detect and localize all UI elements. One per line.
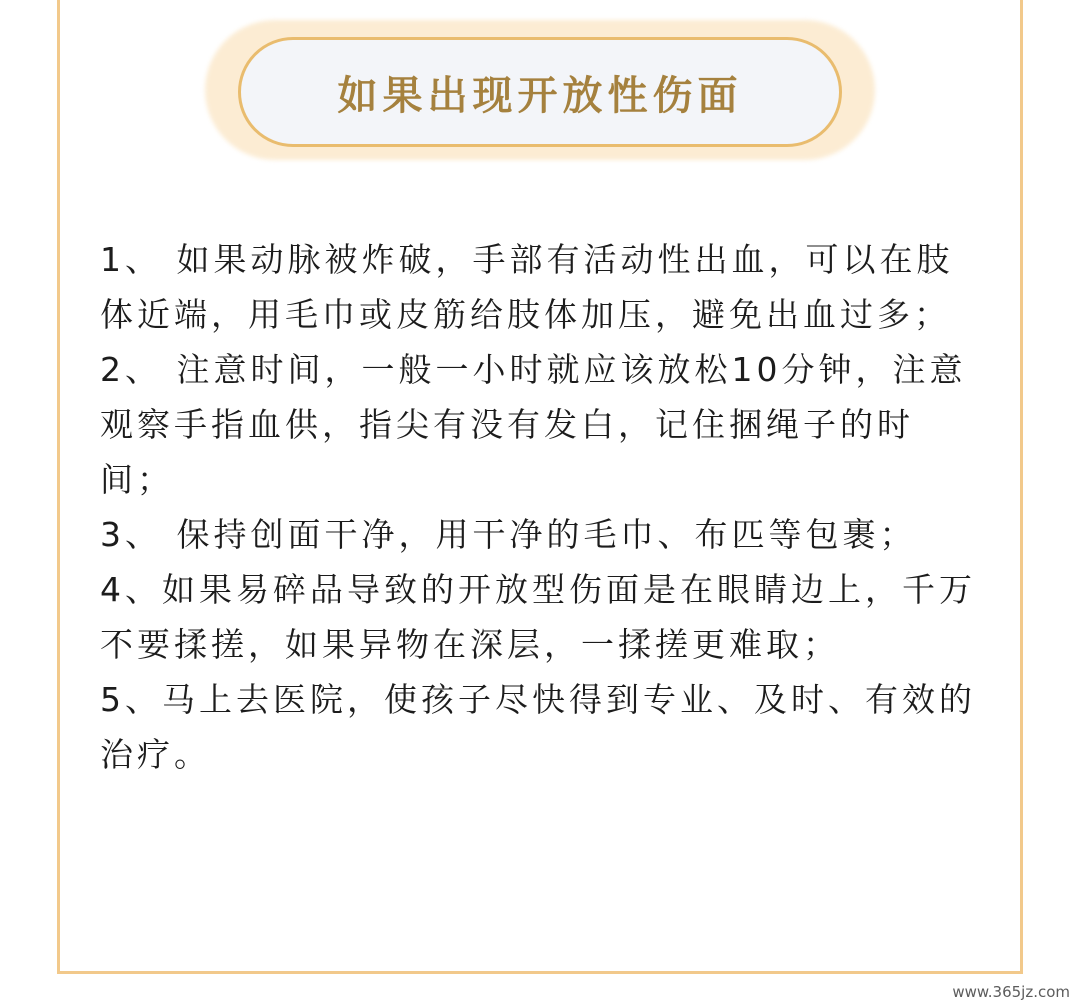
list-item: 2、 注意时间，一般一小时就应该放松10分钟，注意观察手指血供，指尖有没有发白，记住捆绳子的时间； bbox=[100, 350, 967, 499]
page-title: 如果出现开放性伤面 bbox=[337, 72, 743, 119]
list-item: 4、如果易碎品导致的开放型伤面是在眼睛边上，千万不要揉搓，如果异物在深层，一揉搓更难取； bbox=[100, 570, 976, 664]
list-item: 3、 保持创面干净，用干净的毛巾、布匹等包裹； bbox=[100, 515, 917, 554]
title-banner bbox=[238, 37, 842, 147]
list-item: 5、马上去医院，使孩子尽快得到专业、及时、有效的治疗。 bbox=[100, 680, 976, 774]
list-item: 1、 如果动脉被炸破，手部有活动性出血，可以在肢体近端，用毛巾或皮筋给肢体加压，避免出血过多； bbox=[100, 240, 954, 334]
instructions-list bbox=[100, 232, 980, 782]
watermark: www.365jz.com bbox=[952, 983, 1070, 1001]
